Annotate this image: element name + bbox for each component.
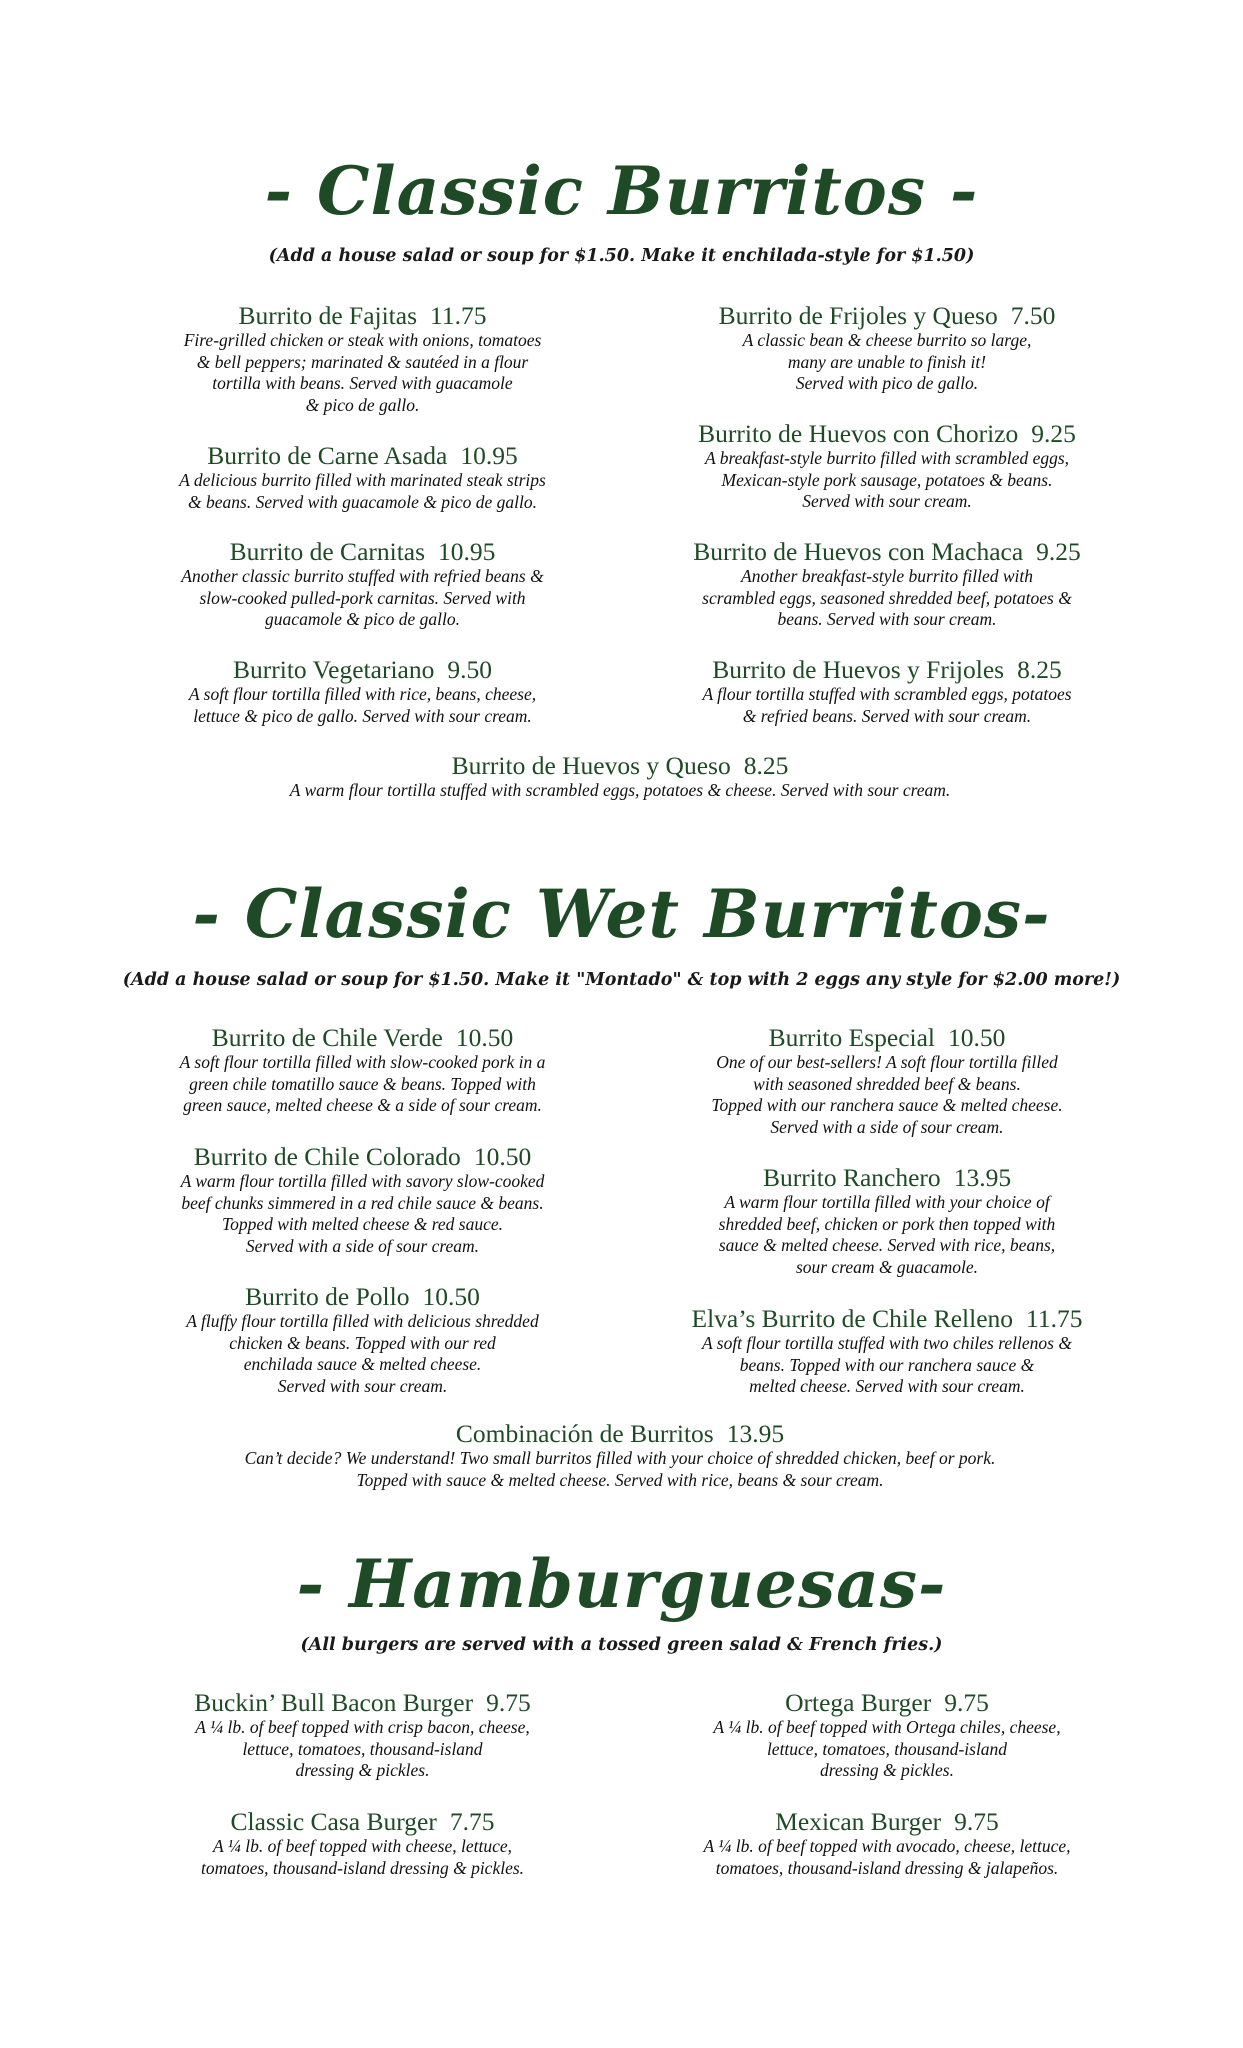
menu-item bbox=[648, 1689, 1126, 1782]
item-name-row bbox=[125, 538, 600, 566]
item-description: A warm flour tortilla filled with your choice of shredded beef, chicken or pork then topped with sauce & melted cheese. Served with rice, beans, sour cream & guacamole. bbox=[718, 1192, 1056, 1277]
item-name: Burrito de Chile Verde bbox=[211, 1023, 443, 1052]
item-name-row bbox=[648, 1024, 1126, 1052]
item-description: A ¼ lb. of beef topped with crisp bacon, cheese, lettuce, tomatoes, thousand-island dressing & pickles. bbox=[195, 1717, 530, 1780]
item-name: Burrito de Chile Colorado bbox=[193, 1142, 461, 1171]
item-description: A soft flour tortilla filled with rice, beans, cheese, lettuce & pico de gallo. Served with sour cream. bbox=[188, 684, 537, 726]
item-name-row bbox=[648, 1305, 1126, 1333]
menu-item bbox=[648, 656, 1126, 727]
item-name: Burrito de Frijoles y Queso bbox=[718, 301, 998, 330]
menu-item bbox=[125, 1689, 600, 1782]
item-price: 8.25 bbox=[743, 751, 789, 780]
item-name-row bbox=[125, 1808, 600, 1836]
menu-item bbox=[125, 1283, 600, 1397]
menu-item bbox=[648, 538, 1126, 631]
item-name: Burrito Ranchero bbox=[762, 1163, 941, 1192]
item-price: 9.75 bbox=[944, 1688, 989, 1717]
item-name: Burrito Vegetariano bbox=[233, 655, 435, 684]
item-price: 9.50 bbox=[447, 655, 492, 684]
item-name-row bbox=[648, 1689, 1126, 1717]
item-description: Another classic burrito stuffed with refried beans & slow-cooked pulled-pork carnitas. Served with guacamole & pico de gallo. bbox=[181, 566, 544, 629]
item-name: Classic Casa Burger bbox=[230, 1807, 437, 1836]
item-description: A delicious burrito filled with marinated steak strips & beans. Served with guacamole & pico de gallo. bbox=[179, 470, 546, 512]
item-name-row bbox=[125, 1024, 600, 1052]
item-description: A warm flour tortilla filled with savory slow-cooked beef chunks simmered in a red chile sauce & beans. Topped with melted cheese & red sauce. Served with a side of sour cream. bbox=[180, 1171, 545, 1256]
section-note-classic-burritos: (Add a house salad or soup for $1.50. Make it enchilada-style for $1.50) bbox=[268, 246, 975, 266]
section-title-hamburguesas: - Hamburguesas- bbox=[296, 1545, 947, 1623]
item-name: Burrito de Fajitas bbox=[238, 301, 418, 330]
menu-item bbox=[125, 1024, 600, 1117]
item-price: 7.50 bbox=[1010, 301, 1056, 330]
item-price: 10.95 bbox=[460, 441, 518, 470]
item-name-row bbox=[648, 656, 1126, 684]
item-price: 10.50 bbox=[455, 1023, 514, 1052]
menu-item bbox=[648, 1305, 1126, 1398]
item-price: 9.75 bbox=[486, 1688, 531, 1717]
item-description: A fluffy flour tortilla filled with delicious shredded chicken & beans. Topped with our red enchilada sauce & melted cheese. Served with sour cream. bbox=[186, 1311, 539, 1396]
item-description: Another breakfast-style burrito filled with scrambled eggs, seasoned shredded beef, potatoes & beans. Served with sour cream. bbox=[702, 566, 1072, 629]
item-name-row bbox=[125, 1283, 600, 1311]
menu-item bbox=[125, 442, 600, 513]
item-name: Burrito de Carne Asada bbox=[207, 441, 448, 470]
item-description: A ¼ lb. of beef topped with cheese, lettuce, tomatoes, thousand-island dressing & pickles. bbox=[200, 1836, 525, 1878]
section-title-classic-burritos: - Classic Burritos - bbox=[264, 152, 979, 230]
item-description: A ¼ lb. of beef topped with Ortega chiles, cheese, lettuce, tomatoes, thousand-island dressing & pickles. bbox=[713, 1717, 1061, 1780]
item-description: A warm flour tortilla stuffed with scrambled eggs, potatoes & cheese. Served with sour cream. bbox=[289, 780, 951, 800]
item-price: 8.25 bbox=[1017, 655, 1062, 684]
item-name: Burrito Especial bbox=[768, 1023, 936, 1052]
item-price: 13.95 bbox=[726, 1419, 785, 1448]
item-description: A breakfast-style burrito filled with scrambled eggs, Mexican-style pork sausage, potatoes & beans. Served with sour cream. bbox=[704, 448, 1070, 511]
menu-item bbox=[125, 302, 600, 416]
item-description: Fire-grilled chicken or steak with onions, tomatoes & bell peppers; marinated & sautéed in a flour tortilla with beans. Served with guacamole & pico de gallo. bbox=[183, 330, 542, 415]
item-name-row bbox=[120, 752, 1120, 780]
menu-item bbox=[648, 1024, 1126, 1138]
menu-item bbox=[120, 752, 1120, 802]
menu-item bbox=[648, 302, 1126, 395]
item-name-row bbox=[125, 302, 600, 330]
section-title-classic-wet-burritos: - Classic Wet Burritos- bbox=[192, 875, 1051, 953]
item-description: Can’t decide? We understand! Two small burritos filled with your choice of shredded chicken, beef or pork. Topped with sauce & melted cheese. Served with rice, beans & sour cream. bbox=[244, 1448, 996, 1490]
menu-item bbox=[125, 1808, 600, 1879]
menu-item bbox=[125, 538, 600, 631]
item-price: 11.75 bbox=[1026, 1304, 1083, 1333]
item-price: 7.75 bbox=[449, 1807, 495, 1836]
item-price: 10.95 bbox=[438, 537, 496, 566]
menu-item bbox=[648, 420, 1126, 513]
section-note-classic-wet-burritos: (Add a house salad or soup for $1.50. Make it "Montado" & top with 2 eggs any style for $2.00 more!) bbox=[122, 970, 1121, 990]
item-name: Burrito de Huevos y Queso bbox=[451, 751, 731, 780]
item-description: A flour tortilla stuffed with scrambled eggs, potatoes & refried beans. Served with sour cream. bbox=[702, 684, 1072, 726]
item-description: A soft flour tortilla stuffed with two chiles rellenos & beans. Topped with our ranchera sauce & melted cheese. Served with sour cream. bbox=[702, 1333, 1072, 1396]
menu-item bbox=[125, 1143, 600, 1257]
item-description: A soft flour tortilla filled with slow-cooked pork in a green chile tomatillo sauce & beans. Topped with green sauce, melted cheese & a side of sour cream. bbox=[179, 1052, 546, 1115]
item-name-row bbox=[648, 420, 1126, 448]
item-name-row bbox=[648, 1164, 1126, 1192]
item-name: Burrito de Huevos con Machaca bbox=[693, 537, 1024, 566]
item-name-row bbox=[648, 538, 1126, 566]
item-name: Mexican Burger bbox=[775, 1807, 942, 1836]
item-price: 9.75 bbox=[954, 1807, 999, 1836]
item-name: Burrito de Pollo bbox=[245, 1282, 410, 1311]
item-name: Burrito de Huevos con Chorizo bbox=[698, 419, 1019, 448]
item-name: Combinación de Burritos bbox=[455, 1419, 714, 1448]
item-price: 13.95 bbox=[953, 1163, 1012, 1192]
item-name-row bbox=[125, 656, 600, 684]
item-description: One of our best-sellers! A soft flour tortilla filled with seasoned shredded beef & beans. Topped with our ranchera sauce & melted cheese. Served with a side of sour cream. bbox=[711, 1052, 1063, 1137]
menu-item bbox=[120, 1420, 1120, 1491]
item-name: Burrito de Huevos y Frijoles bbox=[712, 655, 1005, 684]
item-name-row bbox=[125, 1689, 600, 1717]
menu-item bbox=[648, 1164, 1126, 1278]
item-name-row bbox=[648, 302, 1126, 330]
item-price: 10.50 bbox=[422, 1282, 480, 1311]
item-name-row bbox=[125, 1143, 600, 1171]
item-price: 9.25 bbox=[1031, 419, 1076, 448]
item-name-row bbox=[648, 1808, 1126, 1836]
item-name-row bbox=[125, 442, 600, 470]
menu-item bbox=[648, 1808, 1126, 1879]
menu-item bbox=[125, 656, 600, 727]
item-price: 10.50 bbox=[473, 1142, 532, 1171]
item-name: Ortega Burger bbox=[785, 1688, 932, 1717]
item-description: A ¼ lb. of beef topped with avocado, cheese, lettuce, tomatoes, thousand-island dressing & jalapeños. bbox=[703, 1836, 1071, 1878]
item-name-row bbox=[120, 1420, 1120, 1448]
item-name: Buckin’ Bull Bacon Burger bbox=[194, 1688, 474, 1717]
section-note-hamburguesas: (All burgers are served with a tossed green salad & French fries.) bbox=[300, 1635, 943, 1655]
item-price: 10.50 bbox=[948, 1023, 1006, 1052]
item-price: 9.25 bbox=[1036, 537, 1081, 566]
item-name: Burrito de Carnitas bbox=[229, 537, 426, 566]
item-price: 11.75 bbox=[430, 301, 487, 330]
item-description: A classic bean & cheese burrito so large, many are unable to finish it! Served with pico de gallo. bbox=[742, 330, 1032, 393]
item-name: Elva’s Burrito de Chile Relleno bbox=[691, 1304, 1014, 1333]
